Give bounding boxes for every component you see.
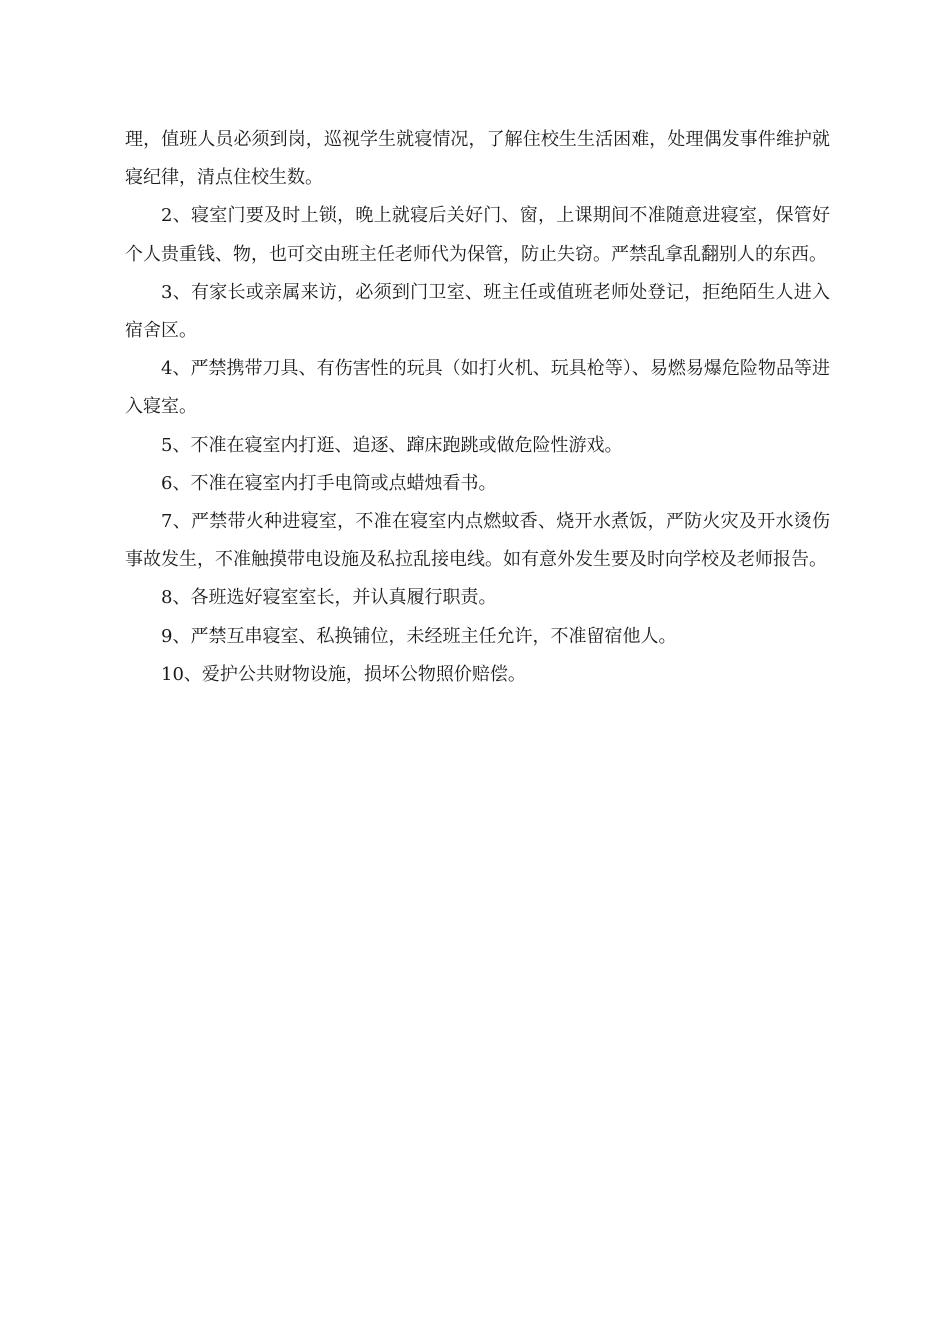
rule-item-2: 2、寝室门要及时上锁，晚上就寝后关好门、窗，上课期间不准随意进寝室，保管好个人贵重钱、物，也可交由班主任老师代为保管，防止失窃。严禁乱拿乱翻别人的东西。: [125, 205, 830, 265]
rule-item-9: 9、严禁互串寝室、私换铺位，未经班主任允许，不准留宿他人。: [161, 625, 677, 647]
rule-item-10: 10、爱护公共财物设施，损坏公物照价赔偿。: [161, 663, 526, 685]
rule-item-3: 3、有家长或亲属来访，必须到门卫室、班主任或值班老师处登记，拒绝陌生人进入宿舍区。: [125, 281, 830, 342]
rule-item-6: 6、不准在寝室内打手电筒或点蜡烛看书。: [161, 472, 497, 494]
rule-item-8: 8、各班选好寝室室长，并认真履行职责。: [161, 587, 497, 609]
rule-item-5: 5、不准在寝室内打逛、追逐、蹿床跑跳或做危险性游戏。: [161, 434, 623, 456]
rule-item-4: 4、严禁携带刀具、有伤害性的玩具（如打火机、玩具枪等）、易燃易爆危险物品等进入寝室。: [125, 358, 830, 418]
rule-item-7: 7、严禁带火种进寝室，不准在寝室内点燃蚊香、烧开水煮饭，严防火灾及开水烫伤事故发生，不准触摸带电设施及私拉乱接电线。如有意外发生要及时向学校及老师报告。: [125, 511, 830, 571]
paragraph-continued: 理，值班人员必须到岗，巡视学生就寝情况，了解住校生生活困难，处理偶发事件维护就寝纪律，清点住校生数。: [125, 129, 830, 189]
document-body: [125, 121, 830, 694]
